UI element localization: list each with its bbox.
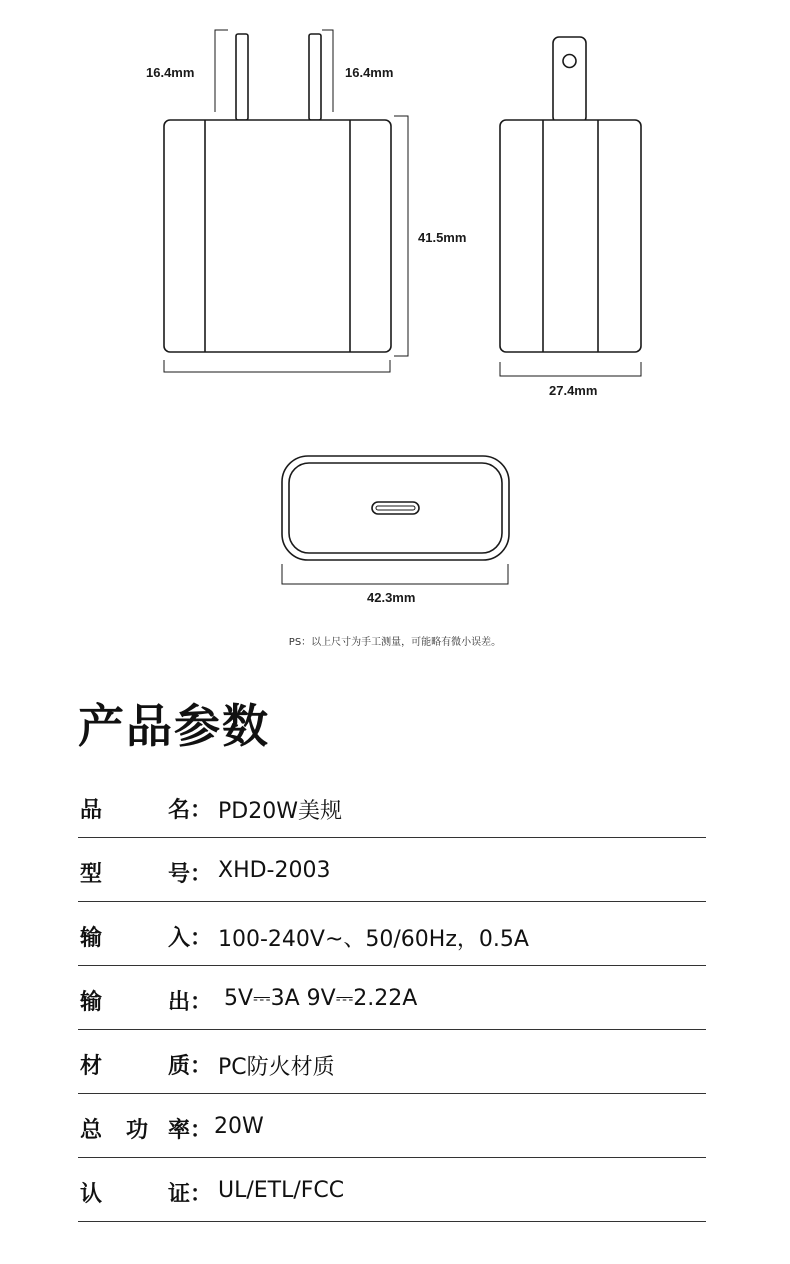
spec-row-material (78, 1031, 706, 1094)
prong-left-label: 16.4mm (146, 65, 195, 80)
spec-label-char: 入： (168, 926, 213, 951)
spec-label-char: 输 (80, 990, 103, 1015)
section-title: 产品参数 (78, 699, 270, 753)
right-prong-bracket (322, 30, 333, 112)
spec-row-input (78, 903, 706, 966)
dimension-diagram (0, 0, 790, 620)
depth-label: 27.4mm (549, 383, 598, 398)
spec-label-char: 质： (168, 1054, 213, 1079)
spec-value: XHD-2003 (218, 858, 331, 883)
spec-row-output (78, 967, 706, 1030)
spec-row-name (78, 775, 706, 838)
height-label: 41.5mm (418, 230, 467, 245)
width-label: 42.3mm (367, 590, 416, 605)
spec-row-model (78, 839, 706, 902)
left-prong-bracket (215, 30, 228, 112)
left-prong (236, 34, 248, 120)
spec-label-char: 输 (80, 926, 103, 951)
spec-label-char: 认 (80, 1182, 103, 1207)
spec-label-char: 证： (168, 1182, 213, 1207)
front-width-bracket (164, 360, 390, 372)
spec-row-certification (78, 1159, 706, 1222)
spec-label-char: 总 (80, 1118, 103, 1143)
spec-label-char: 名： (168, 798, 213, 823)
spec-value: 5V⎓3A 9V⎓2.22A (224, 986, 418, 1011)
height-bracket (394, 116, 408, 356)
prong-right-label: 16.4mm (345, 65, 394, 80)
spec-value: 20W (214, 1114, 264, 1139)
front-body (164, 120, 391, 352)
depth-bracket (500, 362, 641, 376)
right-prong (309, 34, 321, 120)
measurement-note: PS：以上尺寸为手工测量，可能略有微小误差。 (288, 637, 502, 648)
spec-row-power (78, 1095, 706, 1158)
spec-label-char: 率： (168, 1118, 213, 1143)
spec-label-char: 出： (168, 990, 213, 1015)
spec-value: PC防火材质 (218, 1055, 335, 1080)
spec-value: UL/ETL/FCC (218, 1178, 345, 1203)
spec-label-char: 品 (80, 798, 103, 823)
side-prong (553, 37, 586, 123)
spec-table (78, 775, 706, 1222)
spec-label-char: 功 (126, 1118, 149, 1143)
spec-label-char: 号： (168, 862, 213, 887)
top-width-bracket (282, 564, 508, 584)
spec-value: PD20W美规 (218, 799, 342, 824)
spec-label-char: 材 (80, 1054, 103, 1079)
spec-value: 100-240V~、50/60Hz，0.5A (218, 927, 529, 952)
spec-label-char: 型 (80, 862, 103, 887)
side-body (500, 120, 641, 352)
top-outer (282, 456, 509, 560)
